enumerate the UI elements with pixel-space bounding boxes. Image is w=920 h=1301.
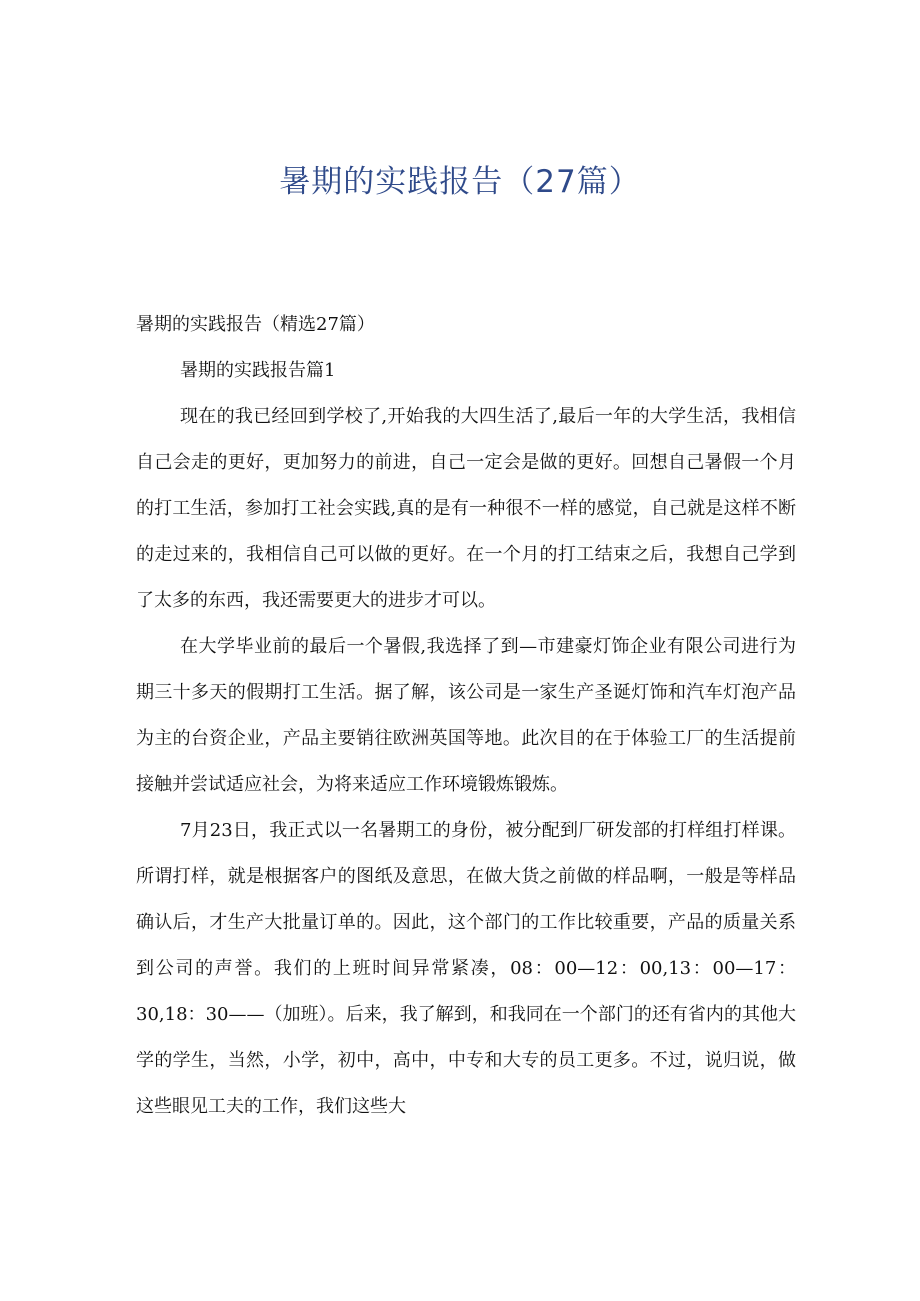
document-body xyxy=(136,302,796,1130)
paragraph-2: 在大学毕业前的最后一个暑假,我选择了到—市建豪灯饰企业有限公司进行为期三十多天的假期打工生活。据了解，该公司是一家生产圣诞灯饰和汽车灯泡产品为主的台资企业，产品主要销往欧洲英国等地。此次目的在于体验工厂的生活提前接触并尝试适应社会，为将来适应工作环境锻炼锻炼。 xyxy=(136,636,796,795)
paragraph-3: 7月23日，我正式以一名暑期工的身份，被分配到厂研发部的打样组打样课。所谓打样，就是根据客户的图纸及意思，在做大货之前做的样品啊，一般是等样品确认后，才生产大批量订单的。因此，这个部门的工作比较重要，产品的质量关系到公司的声誉。我们的上班时间异常紧凑，08：00—12：00,13：00—17：30,18：30——（加班）。后来，我了解到，和我同在一个部门的还有省内的其他大学的学生，当然，小学，初中，高中，中专和大专的员工更多。不过，说归说，做这些眼见工夫的工作，我们这些大 xyxy=(136,820,796,1117)
document-subtitle: 暑期的实践报告（精选27篇） xyxy=(136,314,375,335)
section-heading: 暑期的实践报告篇1 xyxy=(180,360,336,381)
paragraph-1: 现在的我已经回到学校了,开始我的大四生活了,最后一年的大学生活，我相信自己会走的更好，更加努力的前进，自己一定会是做的更好。回想自己暑假一个月的打工生活，参加打工社会实践,真的是有一种很不一样的感觉，自己就是这样不断的走过来的，我相信自己可以做的更好。在一个月的打工结束之后，我想自己学到了太多的东西，我还需要更大的进步才可以。 xyxy=(136,406,796,611)
document-title: 暑期的实践报告（27篇） xyxy=(279,164,641,200)
